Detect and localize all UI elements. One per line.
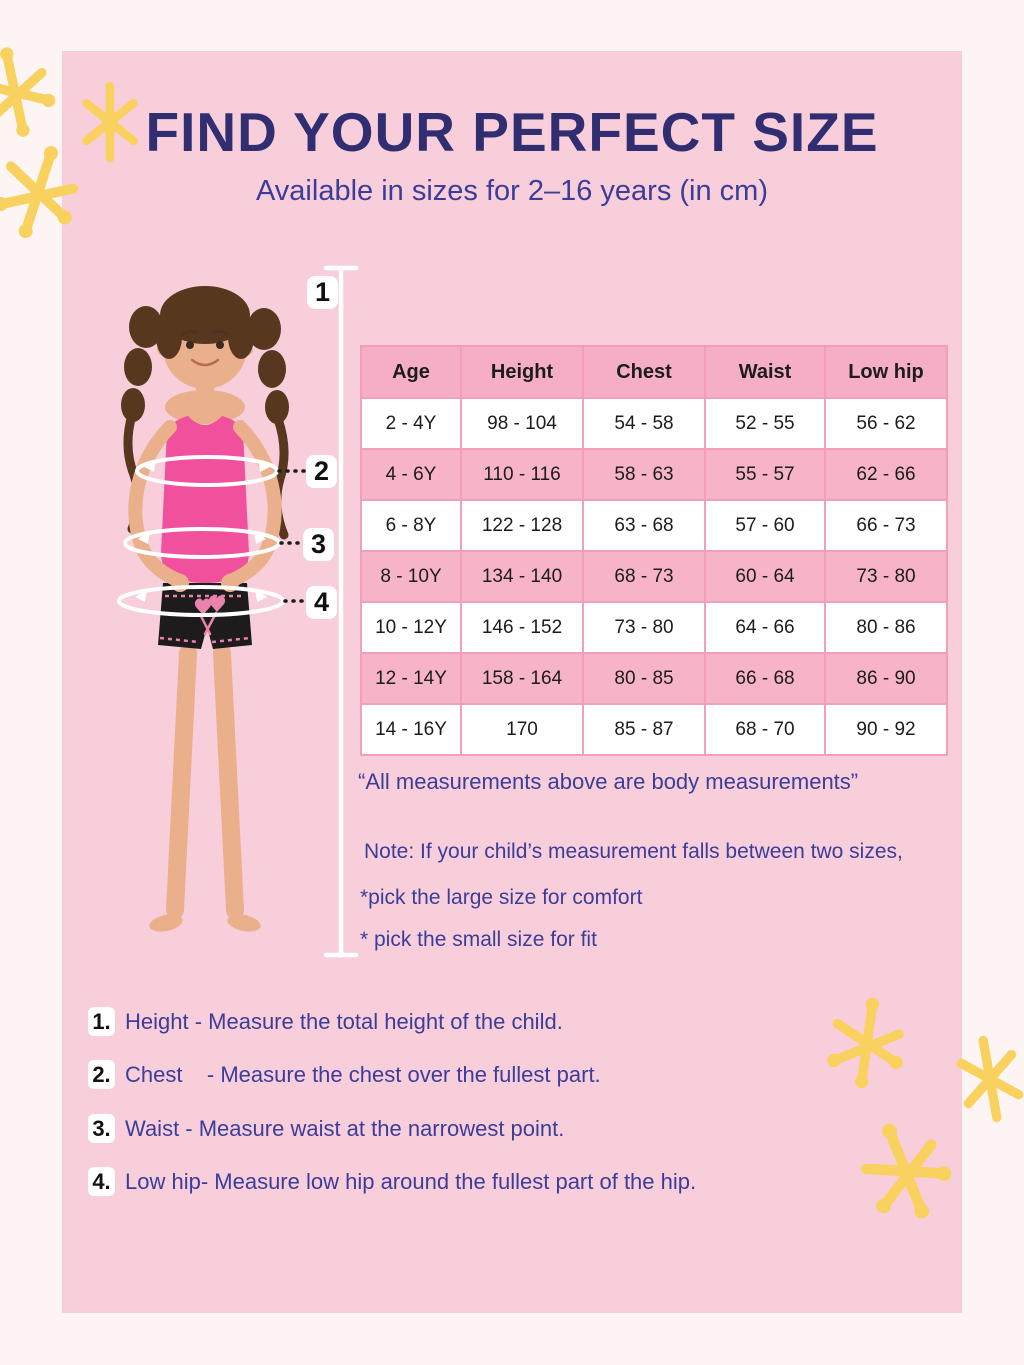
table-cell: 63 - 68 <box>583 500 705 551</box>
instruction-number-badge: 3. <box>88 1114 115 1143</box>
table-cell: 146 - 152 <box>461 602 583 653</box>
table-cell: 14 - 16Y <box>361 704 461 755</box>
table-cell: 62 - 66 <box>825 449 947 500</box>
instruction-text: Chest - Measure the chest over the fullest part. <box>125 1061 601 1087</box>
table-cell: 57 - 60 <box>705 500 825 551</box>
table-cell: 10 - 12Y <box>361 602 461 653</box>
table-cell: 110 - 116 <box>461 449 583 500</box>
table-cell: 60 - 64 <box>705 551 825 602</box>
instruction-text: Waist - Measure waist at the narrowest point. <box>125 1115 565 1141</box>
table-cell: 66 - 68 <box>705 653 825 704</box>
instruction-low-hip <box>88 1167 696 1196</box>
table-cell: 6 - 8Y <box>361 500 461 551</box>
table-cell: 66 - 73 <box>825 500 947 551</box>
table-header-row <box>361 346 947 398</box>
table-cell: 12 - 14Y <box>361 653 461 704</box>
table-cell: 54 - 58 <box>583 398 705 449</box>
table-cell: 52 - 55 <box>705 398 825 449</box>
table-cell: 8 - 10Y <box>361 551 461 602</box>
table-cell: 90 - 92 <box>825 704 947 755</box>
table-cell: 58 - 63 <box>583 449 705 500</box>
sizing-note: Note: If your child’s measurement falls between two sizes, <box>364 840 903 863</box>
marker-height: 1 <box>307 276 338 309</box>
instruction-number-badge: 4. <box>88 1167 115 1196</box>
table-cell: 85 - 87 <box>583 704 705 755</box>
table-cell: 134 - 140 <box>461 551 583 602</box>
col-header-height: Height <box>461 346 583 398</box>
table-cell: 86 - 90 <box>825 653 947 704</box>
table-cell: 68 - 70 <box>705 704 825 755</box>
table-cell: 55 - 57 <box>705 449 825 500</box>
marker-low-hip: 4 <box>306 586 337 619</box>
col-header-chest: Chest <box>583 346 705 398</box>
measurements-quote: “All measurements above are body measurements” <box>358 769 859 794</box>
table-row <box>361 449 947 500</box>
table-cell: 80 - 86 <box>825 602 947 653</box>
table-row <box>361 704 947 755</box>
table-cell: 56 - 62 <box>825 398 947 449</box>
page-title: FIND YOUR PERFECT SIZE <box>145 101 879 163</box>
table-cell: 68 - 73 <box>583 551 705 602</box>
instruction-text: Low hip- Measure low hip around the fullest part of the hip. <box>125 1168 697 1194</box>
sparkle-icon <box>0 40 61 145</box>
table-cell: 80 - 85 <box>583 653 705 704</box>
instruction-chest <box>88 1060 601 1089</box>
col-header-waist: Waist <box>705 346 825 398</box>
col-header-low-hip: Low hip <box>825 346 947 398</box>
table-cell: 73 - 80 <box>583 602 705 653</box>
table-cell: 73 - 80 <box>825 551 947 602</box>
table-row <box>361 653 947 704</box>
col-header-age: Age <box>361 346 461 398</box>
instruction-number-badge: 1. <box>88 1007 115 1036</box>
tip-pick-large: *pick the large size for comfort <box>360 886 643 909</box>
marker-chest: 2 <box>306 455 337 488</box>
table-cell: 98 - 104 <box>461 398 583 449</box>
table-cell: 170 <box>461 704 583 755</box>
table-cell: 122 - 128 <box>461 500 583 551</box>
table-row <box>361 398 947 449</box>
instruction-waist <box>88 1114 564 1143</box>
page-subtitle: Available in sizes for 2–16 years (in cm) <box>255 175 769 207</box>
table-row <box>361 551 947 602</box>
table-cell: 64 - 66 <box>705 602 825 653</box>
table-row <box>361 602 947 653</box>
marker-waist: 3 <box>303 528 334 561</box>
instruction-text: Height - Measure the total height of the child. <box>125 1008 563 1034</box>
tip-pick-small: * pick the small size for fit <box>360 928 597 951</box>
instruction-height <box>88 1007 563 1036</box>
table-cell: 4 - 6Y <box>361 449 461 500</box>
sparkle-icon <box>958 1036 1022 1122</box>
table-cell: 158 - 164 <box>461 653 583 704</box>
table-row <box>361 500 947 551</box>
instruction-number-badge: 2. <box>88 1060 115 1089</box>
size-table <box>360 345 948 756</box>
table-cell: 2 - 4Y <box>361 398 461 449</box>
